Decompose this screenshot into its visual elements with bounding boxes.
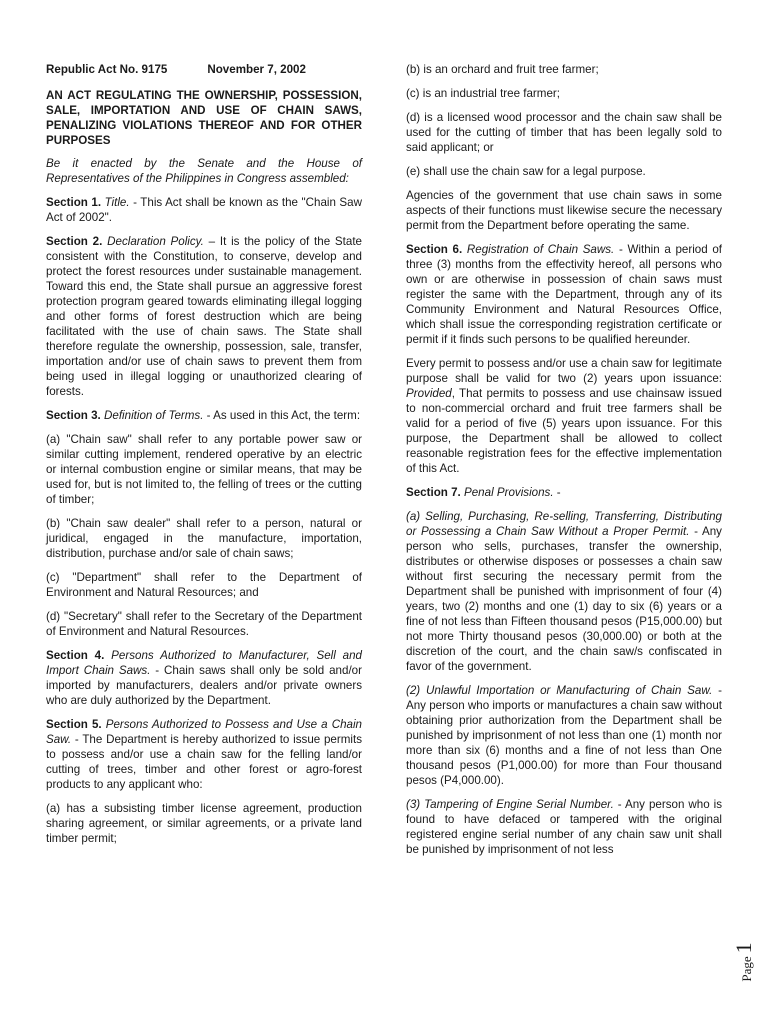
paragraph-text: (b) is an orchard and fruit tree farmer; xyxy=(406,63,599,76)
section-label: Section 7. xyxy=(406,486,461,499)
paragraph-text: - Chain saws shall only be sold and/or imported by manufacturers, dealers and/or private owners who are duly authorized by the Department. xyxy=(46,664,362,707)
paragraph xyxy=(406,188,722,233)
paragraph-text: (a) "Chain saw" shall refer to any portable power saw or similar cutting implement, rendered operative by an electric or internal combustion engine or similar means, that may be used for, but is not limited to, the felling of trees or the cutting of timber; xyxy=(46,433,362,506)
act-title: AN ACT REGULATING THE OWNERSHIP, POSSESSION, SALE, IMPORTATION AND USE OF CHAIN SAWS, PENALIZING VIOLATIONS THEREOF AND FOR OTHER PURPOSES xyxy=(46,89,362,147)
paragraph-text: (c) is an industrial tree farmer; xyxy=(406,87,560,100)
paragraph-text: - The Department is hereby authorized to issue permits to possess and/or use a chain saw for the felling land/or cutting of trees, timber and other forest or agro-forest products to any applicant who: xyxy=(46,733,362,791)
paragraph-text: - This Act shall be known as the "Chain Saw Act of 2002". xyxy=(46,196,362,224)
act-date: November 7, 2002 xyxy=(207,63,306,76)
paragraph xyxy=(46,516,362,561)
paragraph-text: - xyxy=(553,486,561,499)
section-label: Section 5. xyxy=(46,718,102,731)
paragraph-text: - Any person who imports or manufactures a chain saw without obtaining prior authorization from the Department shall be punished by imprisonment of not less than one (1) month nor more than six (6) months and a fine of not less than One thousand pesos (P1,000.00) for more than Four thousand pesos (P4,000.00). xyxy=(406,684,722,787)
paragraph xyxy=(406,164,722,179)
right-column xyxy=(406,62,722,866)
section-label: Section 3. xyxy=(46,409,101,422)
section-heading: Definition of Terms. xyxy=(104,409,204,422)
paragraph xyxy=(406,62,722,77)
paragraph xyxy=(406,86,722,101)
paragraph-text: (e) shall use the chain saw for a legal purpose. xyxy=(406,165,646,178)
right-paragraphs xyxy=(406,62,722,857)
section-heading: Persons Authorized to Possess and Use a Chain Saw. xyxy=(46,718,362,746)
italic-term: Provided xyxy=(406,387,452,400)
section-heading: Title. xyxy=(104,196,130,209)
paragraph-text: (d) is a licensed wood processor and the chain saw shall be used for the cutting of timber that has been legally sold to said applicant; or xyxy=(406,111,722,154)
paragraph-text: Agencies of the government that use chain saws in some aspects of their functions must likewise secure the necessary permit from the Department before operating the same. xyxy=(406,189,722,232)
section-heading: Penal Provisions. xyxy=(464,486,554,499)
paragraph-text: - Within a period of three (3) months from the effectivity hereof, all persons who own or are otherwise in possession of chain saws must register the same with the Department, through any of its Community Environment and Natural Resources Office, which shall issue the corresponding registration certificate or permit if it finds such persons to be qualified hereunder. xyxy=(406,243,723,346)
paragraph-text: – It is the policy of the State consistent with the Constitution, to conserve, develop and protect the forest resources under sustainable management. Toward this end, the State shall pursue an aggressive forest protection program geared towards eliminating illegal logging and other forms of forest destruction which are being facilitated with the use of chain saws. The State shall therefore regulate the ownership, possession, sale, transfer, importation and/or use of chain saws to prevent them from being used in illegal logging or unauthorized clearing of forests. xyxy=(46,235,362,398)
page-word: Page xyxy=(739,956,754,982)
section-label: Section 6. xyxy=(406,243,463,256)
section-heading: Registration of Chain Saws. xyxy=(466,243,615,256)
left-paragraphs xyxy=(46,195,362,846)
section-paragraph xyxy=(46,234,362,399)
section-paragraph xyxy=(406,242,722,347)
section-heading: (a) Selling, Purchasing, Re-selling, Transferring, Distributing or Possessing a Chain Saw Without a Proper Permit. xyxy=(406,510,722,538)
section-label: Section 4. xyxy=(46,649,105,662)
paragraph-text: Every permit to possess and/or use a chain saw for legitimate purpose shall be valid for two (2) years upon issuance: xyxy=(406,357,722,385)
paragraph xyxy=(406,683,722,788)
paragraph-text: - Any person who is found to have defaced or tampered with the original registered engine serial number of any chain saw unit shall be punished by imprisonment of not less xyxy=(406,798,722,856)
paragraph-text: - Any person who sells, purchases, transfer the ownership, distributes or otherwise disposes or possesses a chain saw without first securing the necessary permit from the Department shall be punished with imprisonment of four (4) years, two (2) months and one (1) day to six (6) years or a fine of not less than Fifteen thousand pesos (P15,000.00) but not more Thirty thousand pesos (30,000.00) or both at the discretion of the court, and the chain saw/s confiscated in favor of the government. xyxy=(406,525,722,673)
paragraph xyxy=(46,801,362,846)
section-paragraph xyxy=(46,717,362,792)
section-heading: (3) Tampering of Engine Serial Number. xyxy=(406,798,614,811)
section-paragraph xyxy=(46,195,362,225)
paragraph xyxy=(406,509,722,674)
paragraph xyxy=(46,432,362,507)
section-label: Section 1. xyxy=(46,196,102,209)
paragraph-text: , That permits to possess and use chainsaw issued to non-commercial orchard and fruit tree farmers shall be valid for a period of five (5) years upon issuance. For this purpose, the Department shall be allowed to collect reasonable registration fees for the effective implementation of this Act. xyxy=(406,387,722,475)
act-number: Republic Act No. 9175 xyxy=(46,63,168,76)
section-heading: Declaration Policy. xyxy=(107,235,204,248)
paragraph-text: - As used in this Act, the term: xyxy=(203,409,361,422)
paragraph-text: (d) "Secretary" shall refer to the Secretary of the Department of Environment and Natural Resources. xyxy=(46,610,362,638)
section-paragraph xyxy=(46,408,362,423)
paragraph xyxy=(46,570,362,600)
paragraph-text: (c) "Department" shall refer to the Department of Environment and Natural Resources; and xyxy=(46,571,362,599)
paragraph-text: (b) "Chain saw dealer" shall refer to a person, natural or juridical, engaged in the manufacture, importation, distribution, purchase and/or sale of chain saws; xyxy=(46,517,362,560)
paragraph-text: (a) has a subsisting timber license agreement, production sharing agreement, or similar agreements, or a private land timber permit; xyxy=(46,802,362,845)
enacting-clause: Be it enacted by the Senate and the House of Representatives of the Philippines in Congress assembled: xyxy=(46,157,362,185)
section-paragraph xyxy=(406,485,722,500)
act-header xyxy=(46,62,362,77)
paragraph xyxy=(406,356,722,476)
section-label: Section 2. xyxy=(46,235,103,248)
paragraph xyxy=(46,609,362,639)
section-heading: Persons Authorized to Manufacturer, Sell and Import Chain Saws. xyxy=(46,649,362,677)
paragraph xyxy=(406,797,722,857)
page-number: 1 xyxy=(731,942,756,954)
left-column xyxy=(46,62,362,855)
page-number-label xyxy=(733,930,763,994)
section-heading: (2) Unlawful Importation or Manufacturing of Chain Saw. xyxy=(406,684,713,697)
paragraph xyxy=(406,110,722,155)
section-paragraph xyxy=(46,648,362,708)
